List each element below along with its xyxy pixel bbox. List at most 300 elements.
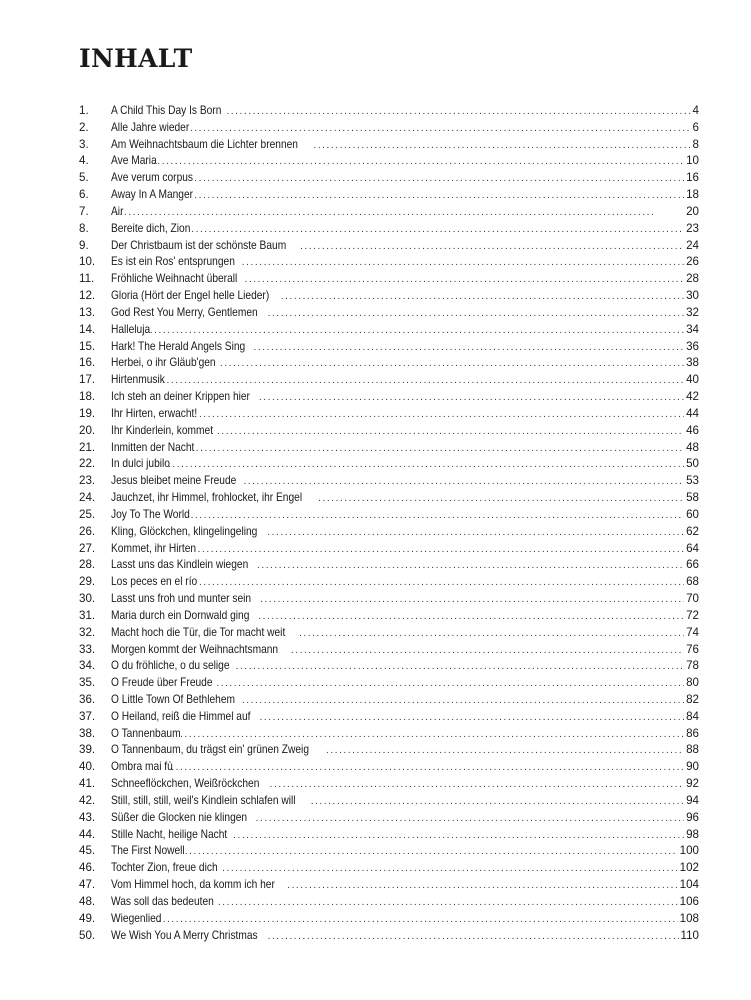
toc-entry xyxy=(79,187,699,204)
dot-leader xyxy=(313,138,690,154)
entry-number: 45. xyxy=(79,844,96,858)
entry-line xyxy=(111,776,699,793)
entry-number: 1. xyxy=(79,104,89,117)
entry-number: 39. xyxy=(79,743,96,757)
entry-page-number: 30 xyxy=(686,289,699,303)
entry-title: Fröhliche Weihnacht überall xyxy=(111,272,238,286)
entry-number: 36. xyxy=(79,692,96,706)
entry-number: 5. xyxy=(79,171,89,185)
dot-leader xyxy=(171,760,684,776)
entry-title: Lasst uns das Kindlein wiegen xyxy=(111,558,249,572)
entry-line xyxy=(111,473,699,490)
entry-number: 16. xyxy=(79,356,96,370)
entry-line xyxy=(111,642,699,659)
entry-number: 13. xyxy=(79,305,96,319)
dot-leader xyxy=(318,491,684,507)
entry-number: 12. xyxy=(79,289,96,303)
entry-page-number: 100 xyxy=(679,844,699,858)
entry-page-number: 96 xyxy=(686,810,699,824)
entry-title: God Rest You Merry, Gentlemen xyxy=(111,305,258,319)
entry-line xyxy=(111,608,699,625)
entry-page-number: 68 xyxy=(686,575,699,589)
entry-line xyxy=(111,103,699,120)
toc-entry xyxy=(79,355,699,372)
toc-entry xyxy=(79,860,699,877)
entry-line xyxy=(111,709,699,726)
entry-line xyxy=(111,860,699,877)
entry-page-number: 80 xyxy=(686,676,699,690)
dot-leader xyxy=(299,626,684,642)
entry-line xyxy=(111,204,699,221)
entry-line xyxy=(111,843,699,860)
dot-leader xyxy=(198,542,684,558)
dot-leader xyxy=(254,340,685,356)
entry-page-number: 26 xyxy=(686,255,699,269)
toc-entry xyxy=(79,776,699,793)
dot-leader xyxy=(268,929,679,945)
toc-entry xyxy=(79,456,699,473)
toc-entry xyxy=(79,372,699,389)
toc-entry xyxy=(79,658,699,675)
entry-title: Jesus bleibet meine Freude xyxy=(111,474,237,488)
entry-line xyxy=(111,372,699,389)
toc-entry xyxy=(79,541,699,558)
entry-number: 31. xyxy=(79,608,96,622)
dot-leader xyxy=(256,811,684,827)
entry-page-number: 48 xyxy=(686,440,699,454)
entry-line xyxy=(111,153,699,170)
dot-leader xyxy=(199,407,684,423)
dot-leader xyxy=(162,373,684,389)
entry-page-number: 110 xyxy=(680,928,699,942)
dot-leader xyxy=(190,121,691,137)
entry-page-number: 10 xyxy=(686,154,699,168)
toc-entry xyxy=(79,120,699,137)
entry-number: 33. xyxy=(79,642,96,656)
entry-title: Jauchzet, ihr Himmel, frohlocket, ihr Engel xyxy=(111,491,303,505)
entry-page-number: 90 xyxy=(686,760,699,774)
dot-leader xyxy=(226,104,690,120)
entry-number: 4. xyxy=(79,154,89,168)
entry-number: 6. xyxy=(79,188,89,202)
entry-number: 23. xyxy=(79,474,96,488)
entry-line xyxy=(111,827,699,844)
dot-leader xyxy=(194,188,684,204)
entry-number: 50. xyxy=(79,928,96,942)
entry-page-number: 50 xyxy=(686,457,699,471)
entry-line xyxy=(111,254,699,271)
dot-leader xyxy=(242,693,684,709)
entry-title: Hark! The Herald Angels Sing xyxy=(111,339,246,353)
toc-entry xyxy=(79,322,699,339)
entry-page-number: 108 xyxy=(679,911,699,925)
entry-page-number: 36 xyxy=(686,339,699,353)
entry-title: Away In A Manger xyxy=(111,188,194,202)
dot-leader xyxy=(236,659,684,675)
entry-page-number: 4 xyxy=(692,104,699,117)
toc-entry xyxy=(79,726,699,743)
entry-title: Süßer die Glocken nie klingen xyxy=(111,810,248,824)
toc-entry xyxy=(79,271,699,288)
entry-number: 38. xyxy=(79,726,96,740)
entry-page-number: 60 xyxy=(686,507,699,521)
entry-title: In dulci jubilo xyxy=(111,457,170,471)
entry-page-number: 18 xyxy=(686,188,699,202)
dot-leader xyxy=(168,457,684,473)
entry-title: Inmitten der Nacht xyxy=(111,440,195,454)
entry-number: 9. xyxy=(79,238,89,252)
entry-page-number: 58 xyxy=(686,491,699,505)
entry-title: Gloria (Hört der Engel helle Lieder) xyxy=(111,289,270,303)
entry-line xyxy=(111,574,699,591)
entry-page-number: 6 xyxy=(692,120,699,134)
entry-page-number: 72 xyxy=(686,608,699,622)
dot-leader xyxy=(194,171,684,187)
entry-title: O Heiland, reiß die Himmel auf xyxy=(111,709,251,723)
entry-title: Wiegenlied xyxy=(111,911,162,925)
entry-page-number: 88 xyxy=(686,743,699,757)
entry-number: 43. xyxy=(79,810,96,824)
entry-number: 28. xyxy=(79,558,96,572)
toc-entry xyxy=(79,103,699,120)
entry-title: Ihr Kinderlein, kommet xyxy=(111,423,214,437)
toc-entry xyxy=(79,843,699,860)
entry-number: 29. xyxy=(79,575,96,589)
toc-entry xyxy=(79,254,699,271)
entry-page-number: 20 xyxy=(686,204,699,218)
entry-title: Stille Nacht, heilige Nacht xyxy=(111,827,228,841)
entry-line xyxy=(111,305,699,322)
entry-number: 22. xyxy=(79,457,96,471)
entry-title: Air xyxy=(111,204,124,218)
dot-leader xyxy=(158,912,677,928)
entry-number: 48. xyxy=(79,894,96,908)
entry-line xyxy=(111,524,699,541)
entry-number: 34. xyxy=(79,659,96,673)
entry-line xyxy=(111,238,699,255)
entry-number: 25. xyxy=(79,507,96,521)
entry-number: 35. xyxy=(79,676,96,690)
entry-line xyxy=(111,187,699,204)
entry-number: 32. xyxy=(79,625,96,639)
dot-leader xyxy=(242,255,684,271)
entry-number: 19. xyxy=(79,406,96,420)
entry-line xyxy=(111,625,699,642)
entry-page-number: 98 xyxy=(686,827,699,841)
toc-entry xyxy=(79,810,699,827)
entry-number: 2. xyxy=(79,120,89,134)
dot-leader xyxy=(217,424,684,440)
entry-number: 11. xyxy=(79,272,95,286)
entry-title: Kling, Glöckchen, klingelingeling xyxy=(111,524,258,538)
entry-page-number: 23 xyxy=(686,221,699,235)
toc-entry xyxy=(79,440,699,457)
entry-line xyxy=(111,221,699,238)
entry-line xyxy=(111,928,699,945)
entry-title: Was soll das bedeuten xyxy=(111,894,214,908)
entry-page-number: 102 xyxy=(679,861,699,875)
toc-entry xyxy=(79,406,699,423)
toc-entry xyxy=(79,709,699,726)
entry-page-number: 34 xyxy=(686,322,699,336)
dot-leader xyxy=(245,272,685,288)
entry-page-number: 38 xyxy=(686,356,699,370)
entry-number: 41. xyxy=(79,777,96,791)
toc-entry xyxy=(79,137,699,154)
entry-line xyxy=(111,490,699,507)
dot-leader xyxy=(222,861,678,877)
toc-entry xyxy=(79,557,699,574)
entry-number: 47. xyxy=(79,878,96,892)
entry-number: 21. xyxy=(79,440,96,454)
entry-number: 40. xyxy=(79,760,96,774)
entry-title: Herbei, o ihr Gläub'gen xyxy=(111,356,216,370)
toc-entry xyxy=(79,339,699,356)
entry-page-number: 106 xyxy=(679,894,699,908)
entry-title: A Child This Day Is Born xyxy=(111,104,222,117)
entry-title: O Freude über Freude xyxy=(111,676,213,690)
dot-leader xyxy=(145,323,684,339)
entry-title: Bereite dich, Zion xyxy=(111,221,191,235)
entry-title: Alle Jahre wieder xyxy=(111,120,190,134)
entry-line xyxy=(111,557,699,574)
entry-title: Ombra mai fù xyxy=(111,760,173,774)
entry-title: Macht hoch die Tür, die Tor macht weit xyxy=(111,625,286,639)
entry-title: Am Weihnachtsbaum die Lichter brennen xyxy=(111,137,298,151)
entry-line xyxy=(111,288,699,305)
toc-entry xyxy=(79,827,699,844)
toc-entry xyxy=(79,423,699,440)
entry-title: Ihr Hirten, erwacht! xyxy=(111,406,198,420)
entry-title: Kommet, ihr Hirten xyxy=(111,541,197,555)
entry-title: Still, still, still, weil's Kindlein schlafen will xyxy=(111,793,296,807)
entry-title: Halleluja xyxy=(111,322,151,336)
entry-page-number: 28 xyxy=(686,272,699,286)
dot-leader xyxy=(259,390,684,406)
entry-title: Lasst uns froh und munter sein xyxy=(111,592,252,606)
entry-number: 18. xyxy=(79,390,96,404)
dot-leader xyxy=(243,474,684,490)
entry-number: 24. xyxy=(79,491,96,505)
entry-number: 37. xyxy=(79,709,96,723)
toc-entry xyxy=(79,153,699,170)
entry-number: 42. xyxy=(79,793,96,807)
entry-page-number: 104 xyxy=(679,878,699,892)
dot-leader xyxy=(153,154,684,170)
entry-line xyxy=(111,456,699,473)
entry-line xyxy=(111,591,699,608)
dot-leader xyxy=(260,710,685,726)
entry-page-number: 32 xyxy=(686,305,699,319)
entry-line xyxy=(111,170,699,187)
entry-page-number: 8 xyxy=(692,137,699,151)
entry-page-number: 46 xyxy=(686,423,699,437)
entry-number: 26. xyxy=(79,524,96,538)
entry-title: Los peces en el río xyxy=(111,575,198,589)
entry-title: Vom Himmel hoch, da komm ich her xyxy=(111,878,275,892)
entry-page-number: 78 xyxy=(686,659,699,673)
dot-leader xyxy=(267,525,684,541)
entry-number: 10. xyxy=(79,255,96,269)
entry-number: 46. xyxy=(79,861,96,875)
entry-title: Ave verum corpus xyxy=(111,171,194,185)
toc-entry xyxy=(79,675,699,692)
toc-entry xyxy=(79,490,699,507)
entry-line xyxy=(111,658,699,675)
entry-line xyxy=(111,759,699,776)
entry-number: 27. xyxy=(79,541,96,555)
entry-page-number: 94 xyxy=(686,793,699,807)
dot-leader xyxy=(115,205,684,221)
dot-leader xyxy=(216,676,684,692)
page-title: INHALT xyxy=(79,44,193,73)
entry-page-number: 62 xyxy=(686,524,699,538)
entry-title: O Tannenbaum, du trägst ein' grünen Zweig xyxy=(111,743,309,757)
entry-line xyxy=(111,322,699,339)
entry-title: Es ist ein Ros' entsprungen xyxy=(111,255,235,269)
entry-page-number: 82 xyxy=(686,692,699,706)
entry-page-number: 40 xyxy=(686,373,699,387)
dot-leader xyxy=(260,592,684,608)
entry-page-number: 86 xyxy=(686,726,699,740)
entry-line xyxy=(111,406,699,423)
entry-line xyxy=(111,389,699,406)
entry-title: We Wish You A Merry Christmas xyxy=(111,928,258,942)
entry-title: O Little Town Of Bethlehem xyxy=(111,692,236,706)
toc-entry xyxy=(79,473,699,490)
entry-number: 15. xyxy=(79,339,96,353)
entry-number: 20. xyxy=(79,423,96,437)
dot-leader xyxy=(291,643,684,659)
entry-line xyxy=(111,894,699,911)
entry-line xyxy=(111,810,699,827)
dot-leader xyxy=(220,356,684,372)
dot-leader xyxy=(191,508,685,524)
dot-leader xyxy=(257,558,684,574)
entry-number: 14. xyxy=(79,322,96,336)
entry-title: O du fröhliche, o du selige xyxy=(111,659,230,673)
dot-leader xyxy=(191,222,684,238)
entry-number: 44. xyxy=(79,827,96,841)
toc-entry xyxy=(79,911,699,928)
entry-title: Joy To The World xyxy=(111,507,190,521)
dot-leader xyxy=(233,828,684,844)
dot-leader xyxy=(185,844,678,860)
entry-page-number: 76 xyxy=(686,642,699,656)
entry-page-number: 16 xyxy=(686,171,699,185)
dot-leader xyxy=(281,289,684,305)
toc-entry xyxy=(79,793,699,810)
toc-entry xyxy=(79,238,699,255)
entry-line xyxy=(111,541,699,558)
toc-entry xyxy=(79,389,699,406)
dot-leader xyxy=(258,609,684,625)
dot-leader xyxy=(300,239,684,255)
toc-entry xyxy=(79,692,699,709)
toc-entry xyxy=(79,204,699,221)
toc-entry xyxy=(79,625,699,642)
dot-leader xyxy=(180,727,684,743)
toc-entry xyxy=(79,524,699,541)
toc-entry xyxy=(79,170,699,187)
entry-line xyxy=(111,137,699,154)
entry-title: Maria durch ein Dornwald ging xyxy=(111,608,250,622)
toc-entry xyxy=(79,507,699,524)
entry-page-number: 42 xyxy=(686,390,699,404)
entry-page-number: 64 xyxy=(686,541,699,555)
entry-number: 30. xyxy=(79,592,96,606)
dot-leader xyxy=(326,743,684,759)
entry-line xyxy=(111,507,699,524)
toc-entry xyxy=(79,877,699,894)
entry-title: The First Nowell xyxy=(111,844,185,858)
entry-line xyxy=(111,692,699,709)
entry-title: Morgen kommt der Weihnachtsmann xyxy=(111,642,279,656)
entry-number: 49. xyxy=(79,911,96,925)
entry-line xyxy=(111,423,699,440)
entry-line xyxy=(111,726,699,743)
dot-leader xyxy=(311,794,684,810)
toc-entry xyxy=(79,642,699,659)
entry-number: 7. xyxy=(79,204,89,218)
entry-title: Ich steh an deiner Krippen hier xyxy=(111,390,250,404)
toc-entry xyxy=(79,288,699,305)
entry-title: Ave Maria xyxy=(111,154,157,168)
entry-page-number: 92 xyxy=(686,777,699,791)
entry-line xyxy=(111,440,699,457)
dot-leader xyxy=(218,895,678,911)
dot-leader xyxy=(287,878,677,894)
entry-page-number: 66 xyxy=(686,558,699,572)
toc-entry xyxy=(79,608,699,625)
entry-line xyxy=(111,355,699,372)
entry-line xyxy=(111,877,699,894)
entry-line xyxy=(111,793,699,810)
entry-page-number: 74 xyxy=(686,625,699,639)
entry-title: Der Christbaum ist der schönste Baum xyxy=(111,238,287,252)
entry-page-number: 53 xyxy=(686,474,699,488)
toc-entry xyxy=(79,759,699,776)
toc-entry xyxy=(79,574,699,591)
table-of-contents xyxy=(79,103,699,944)
entry-page-number: 84 xyxy=(686,709,699,723)
entry-number: 3. xyxy=(79,137,89,151)
entry-line xyxy=(111,675,699,692)
dot-leader xyxy=(199,575,684,591)
entry-number: 17. xyxy=(79,373,96,387)
dot-leader xyxy=(196,441,684,457)
entry-line xyxy=(111,911,699,928)
entry-page-number: 70 xyxy=(686,592,699,606)
toc-entry xyxy=(79,305,699,322)
toc-entry xyxy=(79,221,699,238)
entry-line xyxy=(111,120,699,137)
toc-entry xyxy=(79,742,699,759)
toc-entry xyxy=(79,894,699,911)
entry-title: Hirtenmusik xyxy=(111,373,165,387)
dot-leader xyxy=(268,306,684,322)
entry-title: O Tannenbaum xyxy=(111,726,181,740)
entry-title: Tochter Zion, freue dich xyxy=(111,861,218,875)
toc-entry xyxy=(79,928,699,945)
entry-title: Schneeflöckchen, Weißröckchen xyxy=(111,777,260,791)
entry-number: 8. xyxy=(79,221,89,235)
toc-entry xyxy=(79,591,699,608)
entry-page-number: 24 xyxy=(686,238,699,252)
entry-line xyxy=(111,271,699,288)
entry-line xyxy=(111,742,699,759)
entry-line xyxy=(111,339,699,356)
